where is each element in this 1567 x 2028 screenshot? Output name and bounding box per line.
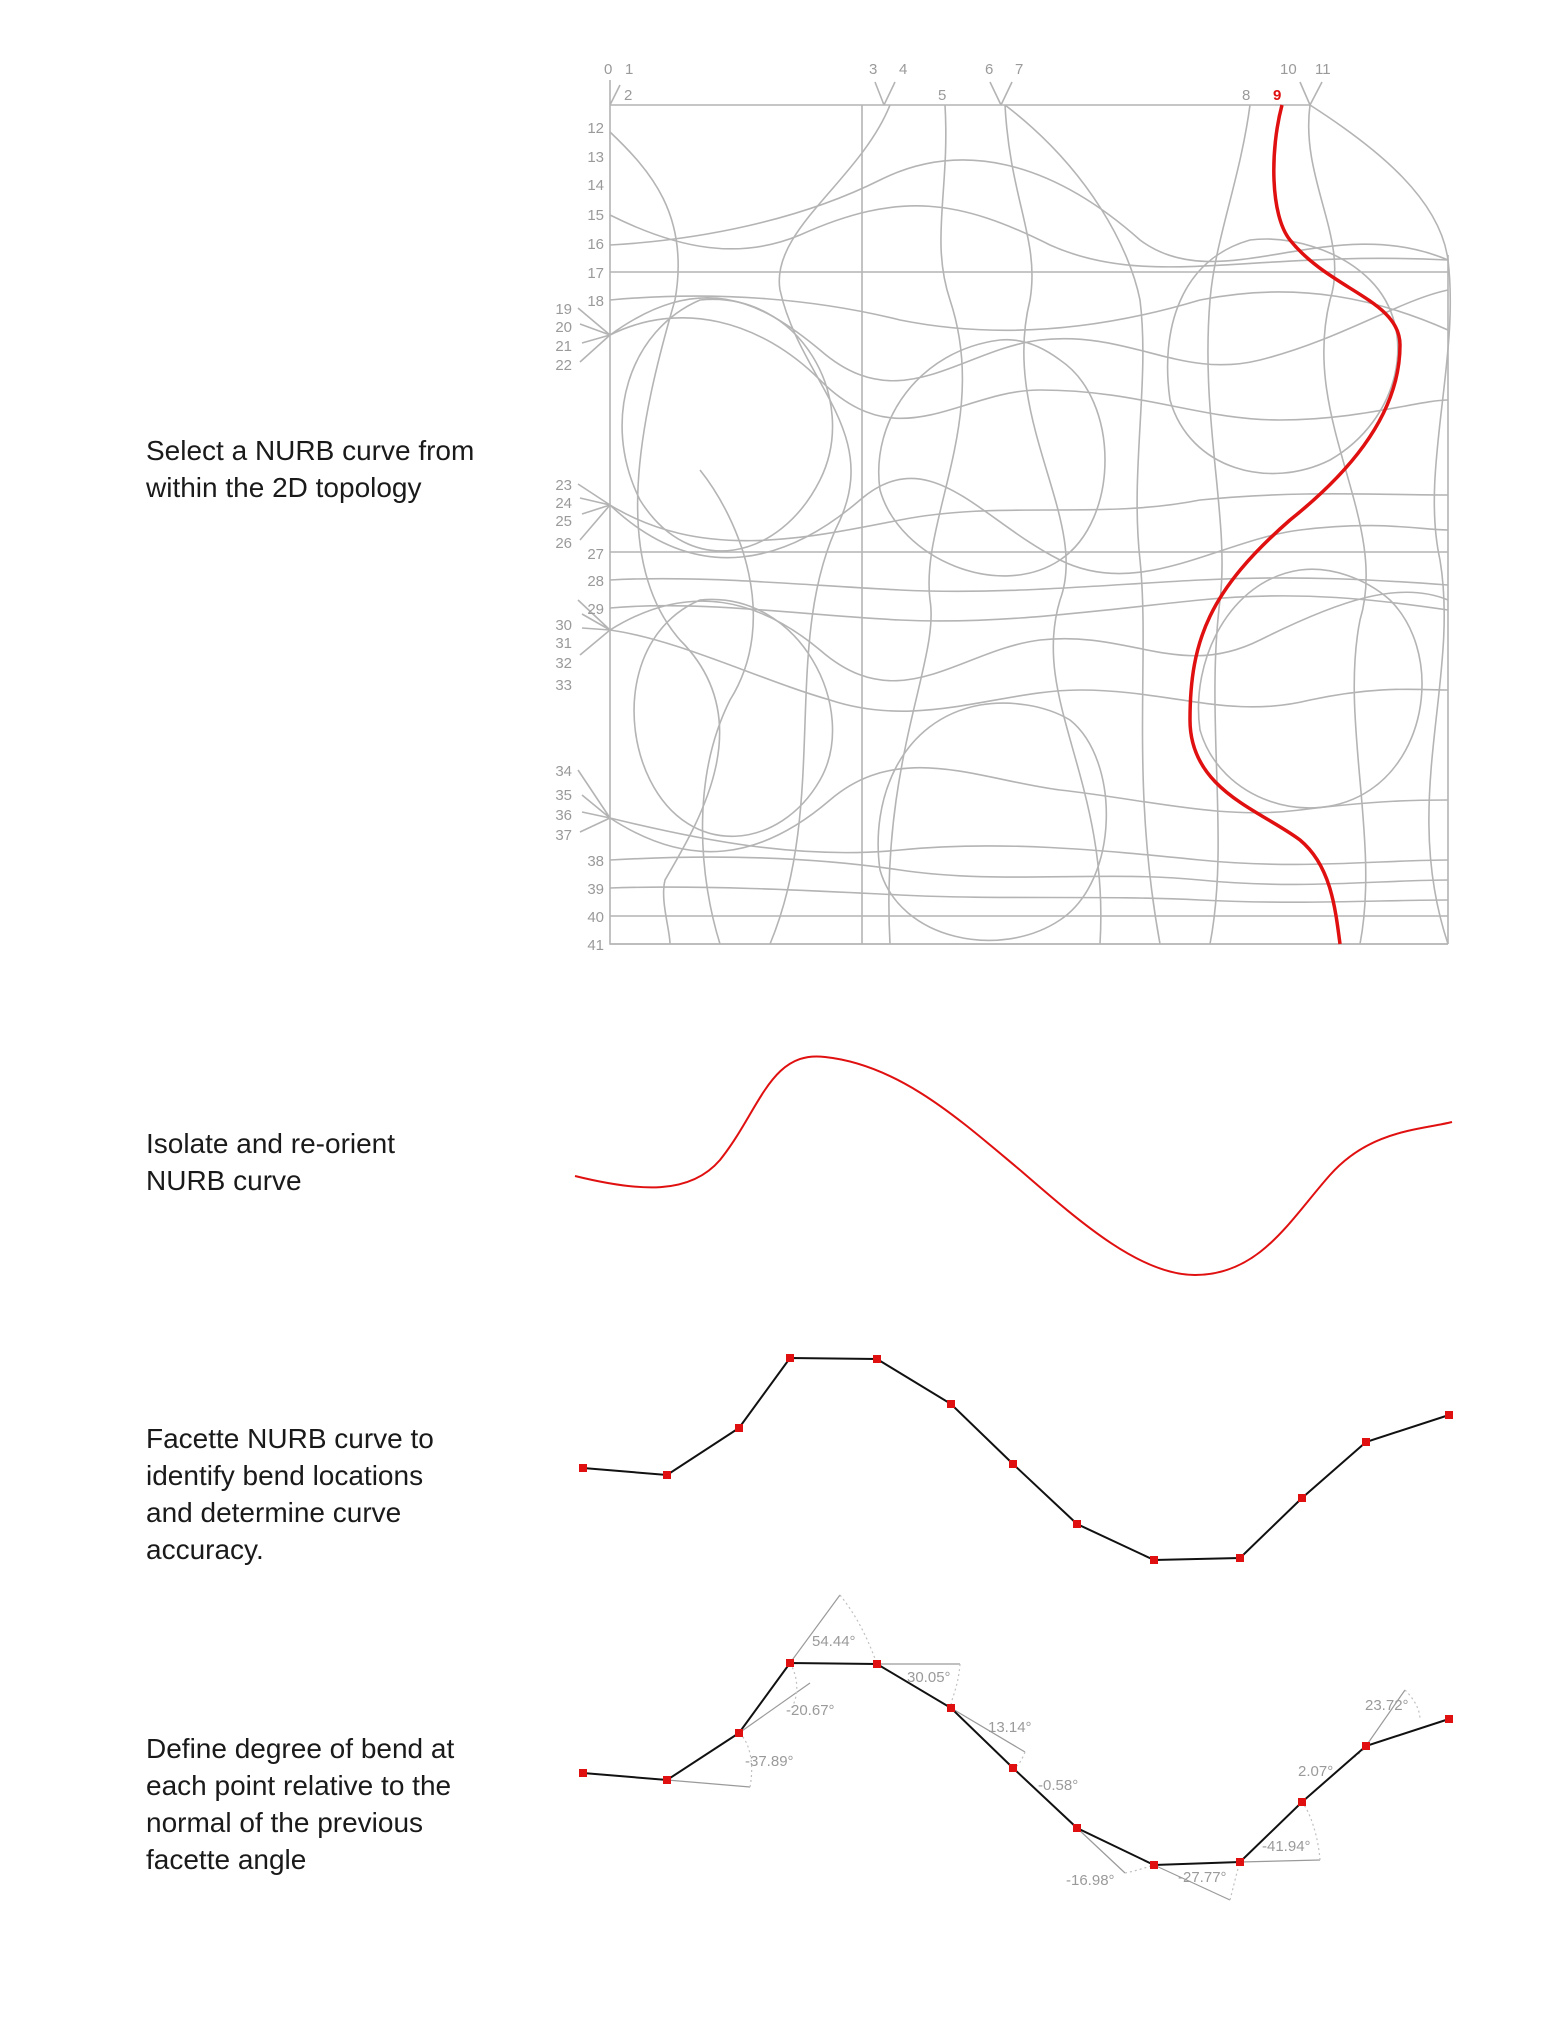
isolated-nurb-curve bbox=[575, 1056, 1452, 1275]
facet-point bbox=[786, 1354, 794, 1362]
curve-label: 7 bbox=[1015, 61, 1024, 78]
curve-label: 22 bbox=[555, 357, 572, 374]
caption-line: NURB curve bbox=[146, 1165, 302, 1196]
curve-label: 40 bbox=[587, 909, 604, 926]
topology-curve bbox=[889, 105, 963, 944]
curve-label: 0 bbox=[604, 61, 613, 78]
facet-point bbox=[1073, 1824, 1081, 1832]
facet-point bbox=[873, 1660, 881, 1668]
caption-line: Facette NURB curve to bbox=[146, 1423, 434, 1454]
curve-label: 18 bbox=[587, 293, 604, 310]
facet-point bbox=[663, 1471, 671, 1479]
topology-frame bbox=[610, 105, 1448, 944]
top-labels bbox=[604, 61, 1331, 104]
topology-curve bbox=[610, 292, 1448, 330]
angle-label: 23.72° bbox=[1365, 1697, 1409, 1714]
facet-point bbox=[1236, 1554, 1244, 1562]
curve-label: 14 bbox=[587, 177, 604, 194]
topology-curve bbox=[770, 105, 890, 944]
facet-point bbox=[1362, 1438, 1370, 1446]
angle-labels bbox=[745, 1633, 1409, 1889]
curve-label: 21 bbox=[555, 338, 572, 355]
caption-line: each point relative to the bbox=[146, 1770, 452, 1801]
topology-diagram bbox=[578, 80, 1450, 944]
curve-label: 31 bbox=[555, 635, 572, 652]
topology-curve bbox=[610, 887, 1448, 902]
bend-angle-diagram bbox=[579, 1595, 1453, 1900]
facet-point bbox=[579, 1769, 587, 1777]
facet-point bbox=[1298, 1798, 1306, 1806]
angle-label: 2.07° bbox=[1298, 1763, 1334, 1780]
curve-label: 17 bbox=[587, 265, 604, 282]
curve-label: 34 bbox=[555, 763, 572, 780]
angle-label: -0.58° bbox=[1038, 1777, 1079, 1794]
curve-label: 10 bbox=[1280, 61, 1297, 78]
facet-point bbox=[873, 1355, 881, 1363]
curve-label: 37 bbox=[555, 827, 572, 844]
curve-label: 38 bbox=[587, 853, 604, 870]
curve-label: 8 bbox=[1242, 87, 1251, 104]
facet-point bbox=[663, 1776, 671, 1784]
topology-curve bbox=[610, 578, 1448, 591]
caption-line: identify bend locations bbox=[146, 1460, 424, 1491]
facet-point bbox=[1445, 1715, 1453, 1723]
caption-line: Define degree of bend at bbox=[146, 1733, 455, 1764]
facet-point bbox=[1150, 1861, 1158, 1869]
curve-label: 41 bbox=[587, 937, 604, 954]
angle-label: -37.89° bbox=[745, 1753, 794, 1770]
facet-point bbox=[947, 1400, 955, 1408]
facet-point bbox=[1298, 1494, 1306, 1502]
curve-label: 20 bbox=[555, 319, 572, 336]
facet-point bbox=[579, 1464, 587, 1472]
facet-point bbox=[1009, 1764, 1017, 1772]
topology-curve bbox=[610, 596, 1448, 621]
topology-loop bbox=[879, 340, 1105, 576]
selected-curve-label: 9 bbox=[1273, 87, 1282, 104]
topology-curve bbox=[610, 206, 1448, 267]
label-leaders bbox=[610, 80, 1322, 105]
facet-point bbox=[1445, 1411, 1453, 1419]
curve-label: 27 bbox=[587, 546, 604, 563]
curve-label: 29 bbox=[587, 601, 604, 618]
topology-loop bbox=[1168, 239, 1398, 473]
caption-line: and determine curve bbox=[146, 1497, 402, 1528]
curve-label: 32 bbox=[555, 655, 572, 672]
curve-label: 11 bbox=[1315, 61, 1331, 78]
facet-point bbox=[735, 1424, 743, 1432]
facet-point bbox=[786, 1659, 794, 1667]
curve-label: 30 bbox=[555, 617, 572, 634]
angle-label: 13.14° bbox=[988, 1719, 1032, 1736]
caption-line: within the 2D topology bbox=[146, 472, 422, 503]
facet-point bbox=[1150, 1556, 1158, 1564]
topology-curve bbox=[1310, 105, 1450, 944]
selected-nurb-curve bbox=[1190, 105, 1400, 944]
topology-loop bbox=[634, 599, 832, 836]
faceted-curve bbox=[579, 1354, 1453, 1564]
topology-curve bbox=[1309, 105, 1367, 944]
curve-label: 13 bbox=[587, 149, 604, 166]
angle-label: -20.67° bbox=[786, 1702, 835, 1719]
curve-label: 3 bbox=[869, 61, 878, 78]
curve-label: 35 bbox=[555, 787, 572, 804]
curve-label: 15 bbox=[587, 207, 604, 224]
caption-line: facette angle bbox=[146, 1844, 307, 1875]
curve-label: 1 bbox=[625, 61, 634, 78]
topology-curve bbox=[1208, 105, 1250, 944]
facet-point bbox=[1362, 1742, 1370, 1750]
caption-line: accuracy. bbox=[146, 1534, 264, 1565]
curve-label: 19 bbox=[555, 301, 572, 318]
curve-label: 39 bbox=[587, 881, 604, 898]
facet-point bbox=[735, 1729, 743, 1737]
facet-point bbox=[1236, 1858, 1244, 1866]
angle-label: -27.77° bbox=[1178, 1869, 1227, 1886]
curve-label: 23 bbox=[555, 477, 572, 494]
facet-point bbox=[1073, 1520, 1081, 1528]
facet-point bbox=[947, 1704, 955, 1712]
angle-label: 54.44° bbox=[812, 1633, 856, 1650]
curve-label: 24 bbox=[555, 495, 572, 512]
curve-label: 33 bbox=[555, 677, 572, 694]
caption-line: normal of the previous bbox=[146, 1807, 424, 1838]
caption-line: Isolate and re-orient bbox=[146, 1128, 396, 1159]
facet-polyline bbox=[583, 1358, 1449, 1560]
curve-label: 28 bbox=[587, 573, 604, 590]
curve-label: 4 bbox=[899, 61, 908, 78]
topology-curve bbox=[610, 768, 1448, 852]
topology-loop bbox=[1198, 569, 1422, 808]
facet-points bbox=[579, 1354, 1453, 1564]
facet-point bbox=[1009, 1460, 1017, 1468]
curve-label: 26 bbox=[555, 535, 572, 552]
curve-label: 12 bbox=[587, 120, 604, 137]
left-labels bbox=[555, 120, 604, 954]
curve-label: 36 bbox=[555, 807, 572, 824]
caption-line: Select a NURB curve from bbox=[146, 435, 475, 466]
angle-label: -41.94° bbox=[1262, 1838, 1311, 1855]
topology-curve bbox=[1005, 105, 1160, 944]
curve-label: 5 bbox=[938, 87, 947, 104]
label-leaders bbox=[578, 308, 610, 832]
curve-label: 16 bbox=[587, 236, 604, 253]
topology-loop bbox=[878, 703, 1106, 940]
curve-label: 2 bbox=[624, 87, 633, 104]
angle-label: 30.05° bbox=[907, 1669, 951, 1686]
curve-label: 25 bbox=[555, 513, 572, 530]
curve-label: 6 bbox=[985, 61, 994, 78]
angle-label: -16.98° bbox=[1066, 1872, 1115, 1889]
